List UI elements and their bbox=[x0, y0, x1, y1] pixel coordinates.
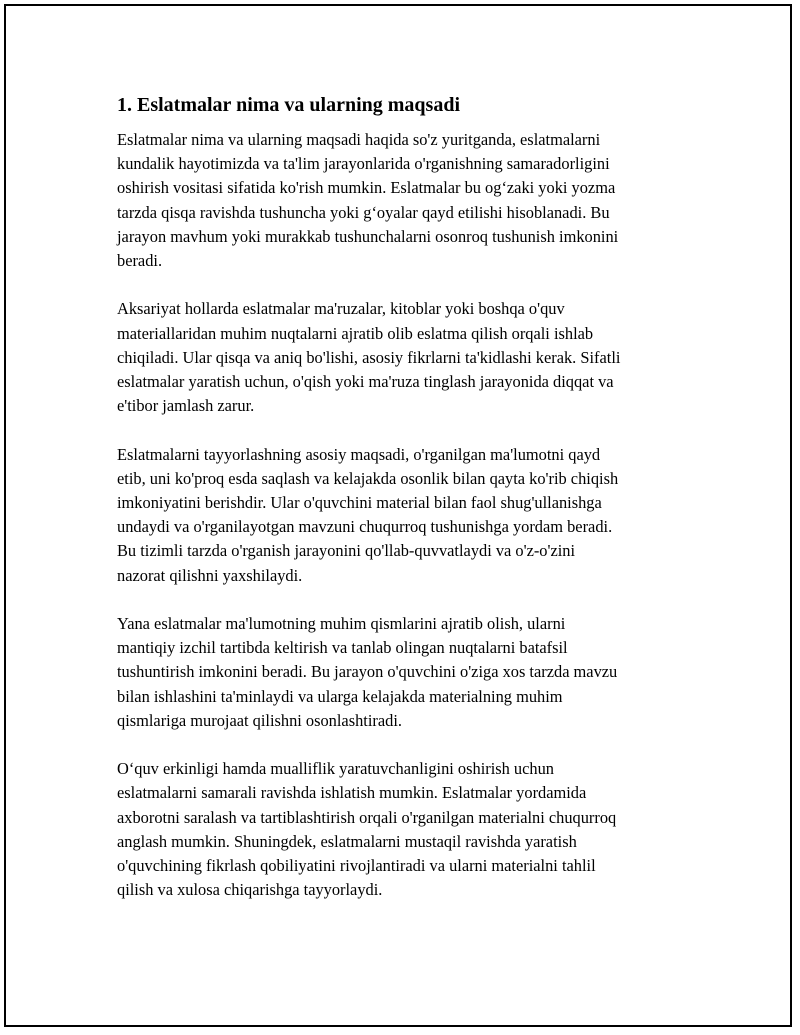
paragraph-line: bilan ishlashini ta'minlaydi va ularga kelajakda materialning muhim bbox=[117, 686, 563, 706]
paragraph-line: Eslatmalarni tayyorlashning asosiy maqsadi, o'rganilgan ma'lumotni qayd bbox=[117, 444, 601, 464]
paragraph-line: chiqiladi. Ular qisqa va aniq bo'lishi, asosiy fikrlarni ta'kidlashi kerak. Sifatli bbox=[117, 347, 621, 367]
paragraph-line: oshirish vositasi sifatida ko'rish mumkin. Eslatmalar bu og‘zaki yoki yozma bbox=[117, 178, 616, 198]
paragraph bbox=[117, 612, 692, 733]
paragraph-line: qilish va xulosa chiqarishga tayyorlaydi. bbox=[117, 880, 383, 900]
paragraph bbox=[117, 757, 692, 902]
paragraph-line: Bu tizimli tarzda o'rganish jarayonini qo'llab-quvvatlaydi va o'z-o'zini bbox=[117, 541, 576, 561]
paragraph-line: materiallaridan muhim nuqtalarni ajratib olib eslatma qilish orqali ishlab bbox=[117, 323, 594, 343]
paragraph-line: imkoniyatini berishdir. Ular o'quvchini material bilan faol shug'ullanishga bbox=[117, 493, 602, 513]
paragraph-line: jarayon mavhum yoki murakkab tushunchalarni osonroq tushunish imkonini bbox=[117, 226, 619, 246]
paragraph-line: tushuntirish imkonini beradi. Bu jarayon o'quvchini o'ziga xos tarzda mavzu bbox=[117, 662, 618, 682]
paragraph-line: mantiqiy izchil tartibda keltirish va tanlab olingan nuqtalarni batafsil bbox=[117, 638, 568, 658]
paragraph-line: Yana eslatmalar ma'lumotning muhim qismlarini ajratib olish, ularni bbox=[117, 614, 566, 634]
paragraph-line: kundalik hayotimizda va ta'lim jarayonlarida o'rganishning samaradorligini bbox=[117, 154, 610, 174]
paragraph-line: undaydi va o'rganilayotgan mavzuni chuqurroq tushunishga yordam beradi. bbox=[117, 517, 613, 537]
paragraph-line: eslatmalar yaratish uchun, o'qish yoki ma'ruza tinglash jarayonida diqqat va bbox=[117, 372, 614, 392]
document-body bbox=[117, 92, 692, 927]
paragraph-line: Aksariyat hollarda eslatmalar ma'ruzalar, kitoblar yoki boshqa o'quv bbox=[117, 299, 565, 319]
paragraph bbox=[117, 297, 692, 418]
paragraph-line: tarzda qisqa ravishda tushuncha yoki g‘oyalar qayd etilishi hisoblanadi. Bu bbox=[117, 202, 610, 222]
paragraphs bbox=[117, 128, 692, 902]
paragraph-line: o'quvchining fikrlash qobiliyatini rivojlantiradi va ularni materialni tahlil bbox=[117, 856, 596, 876]
paragraph-line: etib, uni ko'proq esda saqlash va kelajakda osonlik bilan qayta ko'rib chiqish bbox=[117, 468, 619, 488]
paragraph-line: anglash mumkin. Shuningdek, eslatmalarni mustaqil ravishda yaratish bbox=[117, 831, 577, 851]
paragraph-line: eslatmalarni samarali ravishda ishlatish mumkin. Eslatmalar yordamida bbox=[117, 783, 587, 803]
paragraph-line: O‘quv erkinligi hamda mualliflik yaratuvchanligini oshirish uchun bbox=[117, 759, 554, 779]
paragraph-line: Eslatmalar nima va ularning maqsadi haqida so'z yuritganda, eslatmalarni bbox=[117, 130, 601, 149]
paragraph bbox=[117, 128, 692, 273]
paragraph-line: beradi. bbox=[117, 251, 163, 271]
paragraph-line: qismlariga murojaat qilishni osonlashtiradi. bbox=[117, 710, 402, 730]
paragraph-line: e'tibor jamlash zarur. bbox=[117, 396, 255, 416]
paragraph-line: axborotni saralash va tartiblashtirish orqali o'rganilgan materialni chuqurroq bbox=[117, 807, 617, 827]
paragraph bbox=[117, 443, 692, 588]
section-heading: 1. Eslatmalar nima va ularning maqsadi bbox=[117, 94, 461, 116]
paragraph-line: nazorat qilishni yaxshilaydi. bbox=[117, 565, 303, 585]
